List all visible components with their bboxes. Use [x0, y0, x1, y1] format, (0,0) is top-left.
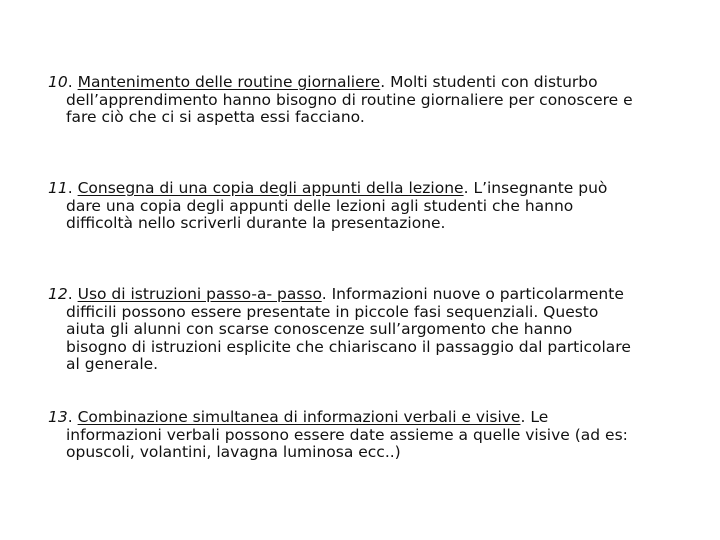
- item-title: Combinazione simultanea di informazioni verbali e visive: [77, 408, 521, 426]
- item-body: L’insegnante può dare una copia degli appunti delle lezioni agli studenti che hanno difficoltà nello scriverli durante la presentazione.: [66, 179, 608, 232]
- item-body: Informazioni nuove o particolarmente difficili possono essere presentate in piccole fasi sequenziali. Questo aiuta gli alunni con scarse conoscenze sull’argomento che hanno bisogno di istruzioni esplicite che chiariscano il passaggio dal particolare al generale.: [66, 285, 631, 373]
- list-item: 10. Mantenimento delle routine giornaliere. Molti studenti con disturbo dell’apprendimento hanno bisogno di routine giornaliere per conoscere e fare ciò che ci si aspetta essi facciano.: [48, 73, 633, 126]
- item-separator: .: [380, 73, 386, 91]
- item-number: 12: [48, 285, 68, 303]
- list-item: 11. Consegna di una copia degli appunti della lezione. L’insegnante può dare una copia degli appunti delle lezioni agli studenti che hanno difficoltà nello scriverli durante la presentazione.: [48, 179, 608, 232]
- item-number: 11: [48, 179, 68, 197]
- item-separator: .: [321, 285, 327, 303]
- item-separator: .: [520, 408, 526, 426]
- item-body: Le informazioni verbali possono essere date assieme a quelle visive (ad es: opuscoli, volantini, lavagna luminosa ecc..): [66, 408, 628, 461]
- item-separator: .: [463, 179, 469, 197]
- list-item: 13. Combinazione simultanea di informazioni verbali e visive. Le informazioni verbali possono essere date assieme a quelle visive (ad es: opuscoli, volantini, lavagna luminosa ecc..): [48, 408, 628, 461]
- item-title: Mantenimento delle routine giornaliere: [77, 73, 381, 91]
- list-item: 12. Uso di istruzioni passo-a- passo. Informazioni nuove o particolarmente difficili possono essere presentate in piccole fasi sequenziali. Questo aiuta gli alunni con scarse conoscenze sull’argomento che hanno bisogno di istruzioni esplicite che chiariscano il passaggio dal particolare al generale.: [48, 285, 631, 373]
- item-number: 13: [48, 408, 68, 426]
- item-title: Consegna di una copia degli appunti della lezione: [77, 179, 464, 197]
- item-number: 10: [48, 73, 68, 91]
- item-title: Uso di istruzioni passo-a- passo: [77, 285, 322, 303]
- item-body: Molti studenti con disturbo dell’apprendimento hanno bisogno di routine giornaliere per conoscere e fare ciò che ci si aspetta essi facciano.: [66, 73, 633, 126]
